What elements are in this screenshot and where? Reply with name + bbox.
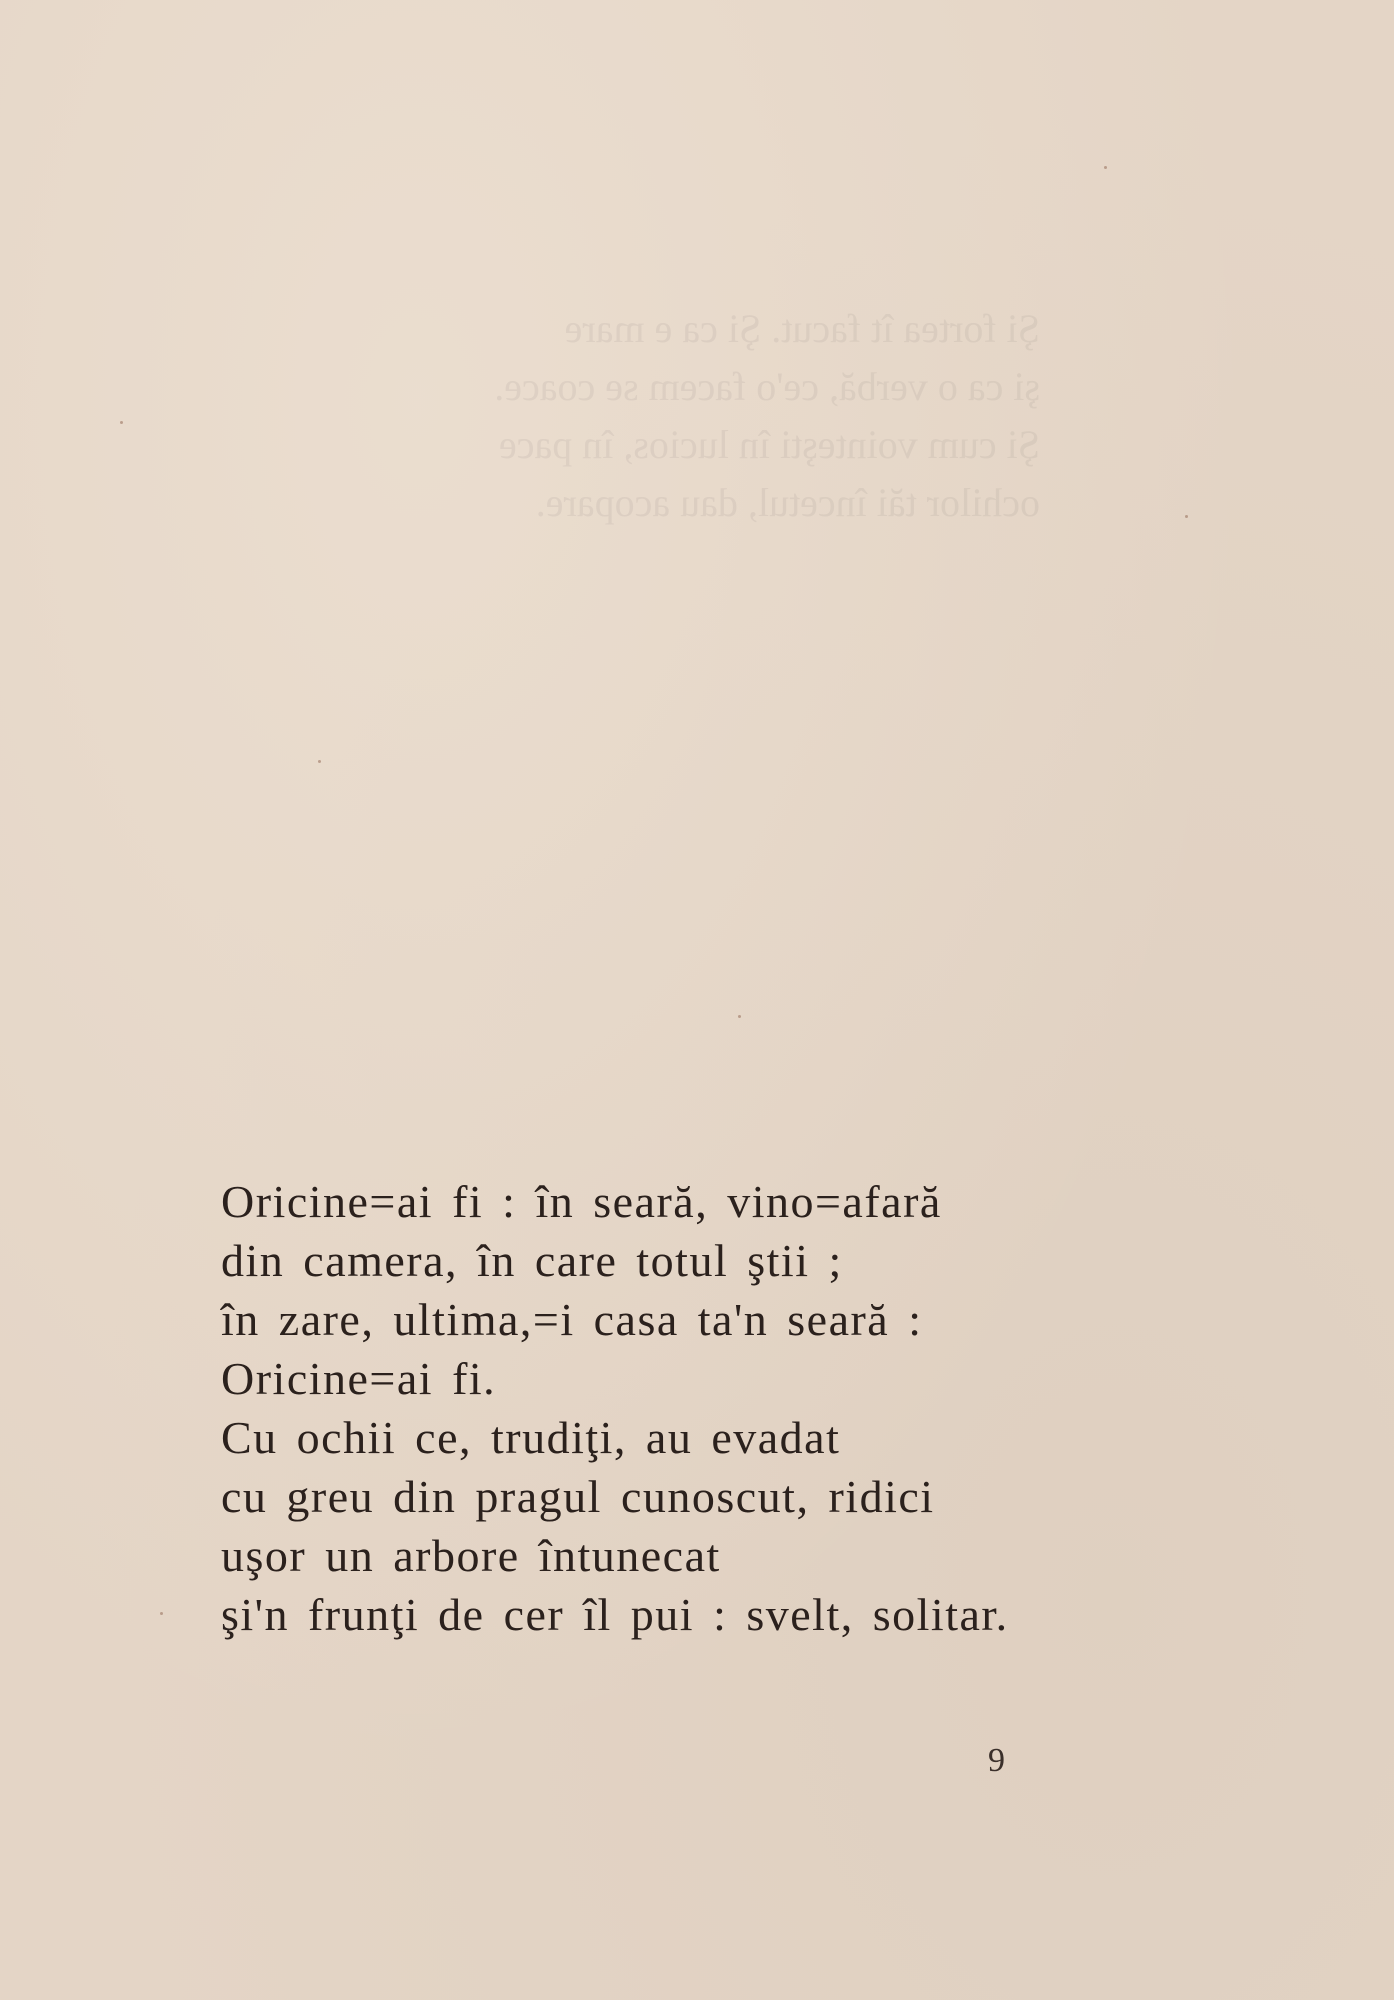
poem-line: Oricine=ai fi. — [221, 1353, 497, 1404]
bleed-through-text — [300, 300, 1040, 532]
poem-line: Oricine=ai fi : în seară, vino=afară — [221, 1176, 942, 1227]
poem-line: în zare, ultima,=i casa ta'n seară : — [221, 1294, 923, 1345]
bleed-through-line: Şi fortea ît facut. Şi ca e mare — [564, 306, 1040, 351]
paper-speck — [738, 1015, 741, 1018]
poem-line: şi'n frunţi de cer îl pui : svelt, solitar. — [221, 1589, 1009, 1640]
bleed-through-line: Şi cum vointeşti în lucios, în pace — [498, 422, 1040, 467]
paper-speck — [1104, 166, 1107, 169]
poem-line: uşor un arbore întunecat — [221, 1530, 721, 1581]
poem-line: Cu ochii ce, trudiţi, au evadat — [221, 1412, 841, 1463]
bleed-through-line: şi ca o verbă, ce'o facem se coace. — [494, 364, 1040, 409]
poem-line: cu greu din pragul cunoscut, ridici — [221, 1471, 935, 1522]
paper-speck — [1185, 515, 1188, 518]
bleed-through-line: ochilor tăi încetul, dau acopare. — [535, 480, 1040, 525]
poem-stanza — [221, 1172, 1041, 1644]
poem-line: din camera, în care totul ştii ; — [221, 1235, 843, 1286]
paper-speck — [160, 1612, 163, 1615]
page-number: 9 — [988, 1742, 1005, 1779]
paper-speck — [318, 760, 321, 763]
paper-speck — [120, 421, 123, 424]
